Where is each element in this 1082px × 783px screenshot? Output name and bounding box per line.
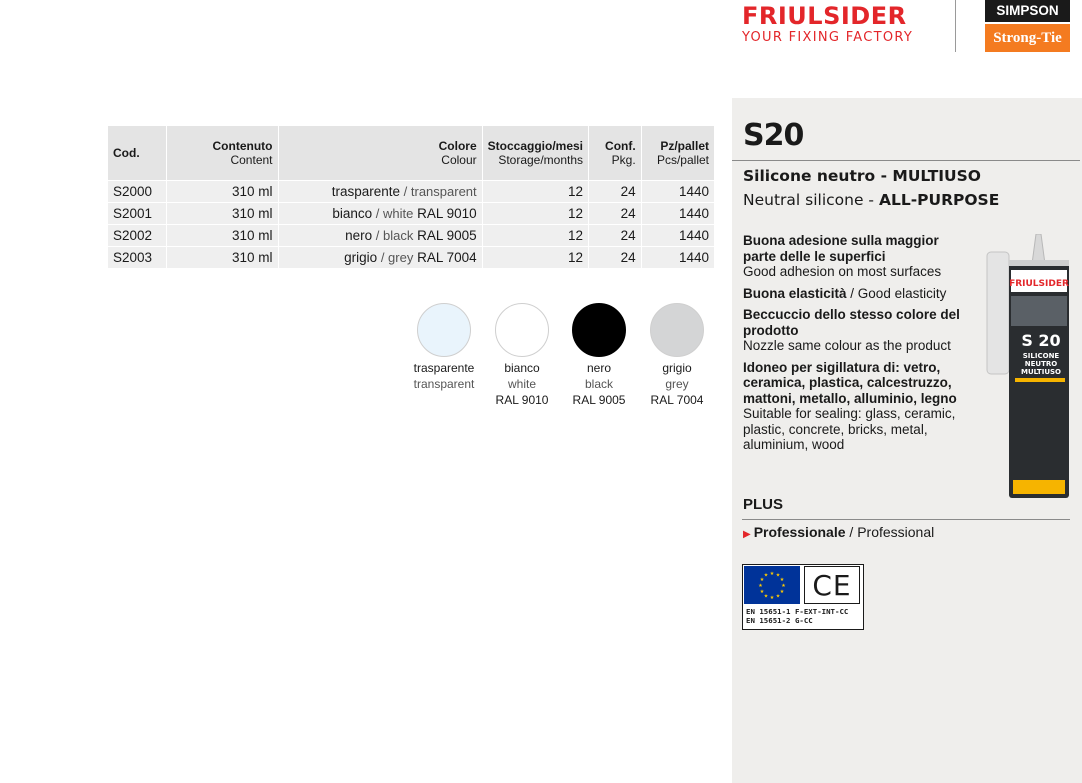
table-row xyxy=(108,225,714,247)
cell-package: 24 xyxy=(589,181,642,203)
swatch-label-it: nero xyxy=(586,361,612,375)
friulsider-logo xyxy=(742,2,932,46)
cartridge-brand: FRIULSIDER xyxy=(1009,279,1069,289)
colour-it: grigio xyxy=(344,250,378,265)
colour-ral: RAL 9005 xyxy=(417,228,477,243)
feature-it: Buona adesione sulla maggior parte delle le superfici xyxy=(743,233,939,264)
table-row xyxy=(108,181,714,203)
feature-it: Buona elasticità xyxy=(743,285,847,301)
header-en: Storage/months xyxy=(498,153,584,167)
cell-pallet: 1440 xyxy=(641,225,714,247)
feature-en: Good elasticity xyxy=(857,285,947,301)
feature-item xyxy=(743,286,973,302)
colour-en: grey xyxy=(388,250,414,265)
header-it: Colore xyxy=(438,139,477,153)
header-en: Pcs/pallet xyxy=(656,153,709,167)
colour-it: trasparente xyxy=(331,184,401,199)
swatch-label-en: transparent xyxy=(413,377,475,391)
swatch-label-ral: RAL 7004 xyxy=(650,393,704,407)
swatch-label xyxy=(554,360,644,408)
product-title-en-part2: ALL-PURPOSE xyxy=(878,191,1000,209)
brand-name: FRIULSIDER xyxy=(742,2,907,30)
svg-text:★: ★ xyxy=(758,583,763,589)
col-header-pallet xyxy=(641,126,714,181)
feature-en: Good adhesion on most surfaces xyxy=(743,264,942,279)
title-divider xyxy=(732,160,1080,161)
header-it: Stoccaggio/mesi xyxy=(487,139,584,153)
swatch-label-ral: RAL 9010 xyxy=(495,393,549,407)
svg-text:★: ★ xyxy=(775,572,781,579)
swatch-black xyxy=(572,303,626,357)
feature-item xyxy=(743,307,973,354)
svg-text:★: ★ xyxy=(779,577,785,583)
cell-content: 310 ml xyxy=(167,181,278,203)
col-header-package xyxy=(589,126,642,181)
cell-content: 310 ml xyxy=(167,203,278,225)
colour-en: transparent xyxy=(410,184,477,199)
feature-item xyxy=(743,360,973,453)
product-cartridge-image xyxy=(985,234,1071,500)
cell-storage: 12 xyxy=(482,247,588,269)
swatch-label-en: white xyxy=(507,377,536,391)
cell-package: 24 xyxy=(589,203,642,225)
partner-logo-top: SIMPSON xyxy=(985,0,1070,22)
cell-content: 310 ml xyxy=(167,225,278,247)
header-it: Contenuto xyxy=(212,139,273,153)
cell-code: S2001 xyxy=(108,203,167,225)
svg-text:★: ★ xyxy=(775,593,781,600)
svg-text:★: ★ xyxy=(763,593,769,600)
product-title-en xyxy=(743,191,999,209)
cell-code: S2002 xyxy=(108,225,167,247)
svg-text:★: ★ xyxy=(759,589,765,595)
svg-text:★: ★ xyxy=(781,583,786,589)
feature-list xyxy=(743,233,973,459)
cartridge-code: S 20 xyxy=(1021,331,1061,350)
col-header-colour xyxy=(278,126,482,181)
svg-text:★: ★ xyxy=(769,571,775,577)
cell-storage: 12 xyxy=(482,181,588,203)
cell-colour xyxy=(278,181,482,203)
swatch-label-it: bianco xyxy=(504,361,540,375)
product-code: S20 xyxy=(743,118,804,153)
table-row xyxy=(108,203,714,225)
svg-text:★: ★ xyxy=(779,589,785,595)
brand-tagline: YOUR FIXING FACTORY xyxy=(742,30,914,45)
cell-storage: 12 xyxy=(482,203,588,225)
header-en: Colour xyxy=(441,153,477,167)
swatch-label-it: grigio xyxy=(662,361,692,375)
swatch-grey xyxy=(650,303,704,357)
swatch-label xyxy=(632,360,722,408)
table-header-row xyxy=(108,126,714,181)
cell-code: S2003 xyxy=(108,247,167,269)
colour-sep: / xyxy=(377,250,389,265)
cell-pallet: 1440 xyxy=(641,181,714,203)
header-it: Cod. xyxy=(113,146,140,160)
ce-mark-text: CE xyxy=(812,568,852,602)
col-header-content xyxy=(167,126,278,181)
colour-en: black xyxy=(382,228,414,243)
plus-item-en: Professional xyxy=(857,524,935,540)
cell-package: 24 xyxy=(589,247,642,269)
specifications-table xyxy=(108,126,714,268)
swatch-label-en: black xyxy=(584,377,613,391)
feature-en: Suitable for sealing: glass, ceramic, plastic, concrete, bricks, metal, aluminium, wood xyxy=(743,406,956,452)
eu-flag-icon xyxy=(744,566,800,604)
plus-item-sep: / xyxy=(845,524,858,540)
ce-standard-1: EN 15651-1 F-EXT-INT-CC xyxy=(746,607,849,616)
feature-sep: / xyxy=(846,285,858,301)
swatch-label-it: trasparente xyxy=(413,361,475,375)
swatch-white xyxy=(495,303,549,357)
table-row xyxy=(108,247,714,269)
swatch-label-ral: RAL 9005 xyxy=(572,393,626,407)
cell-pallet: 1440 xyxy=(641,203,714,225)
ce-mark-icon xyxy=(804,566,860,604)
cell-pallet: 1440 xyxy=(641,247,714,269)
svg-text:★: ★ xyxy=(759,577,765,583)
cartridge-line3: MULTIUSO xyxy=(1020,368,1062,376)
ce-certification-box xyxy=(742,564,864,630)
plus-item-it: Professionale xyxy=(753,524,846,540)
header-en: Pkg. xyxy=(611,153,636,167)
colour-sep: / xyxy=(372,206,383,221)
product-title-en-part1: Neutral silicone - xyxy=(743,191,879,209)
colour-en: white xyxy=(382,206,414,221)
logo-divider xyxy=(955,0,956,52)
colour-ral: RAL 9010 xyxy=(417,206,477,221)
plus-divider xyxy=(742,519,1070,520)
colour-sep: / xyxy=(372,228,383,243)
cell-code: S2000 xyxy=(108,181,167,203)
plus-heading: PLUS xyxy=(743,496,784,513)
swatch-label-en: grey xyxy=(665,377,689,391)
cartridge-line2: NEUTRO xyxy=(1024,360,1058,368)
feature-en: Nozzle same colour as the product xyxy=(743,338,951,353)
simpson-strongtie-logo xyxy=(985,0,1070,52)
cell-content: 310 ml xyxy=(167,247,278,269)
cell-colour xyxy=(278,203,482,225)
cell-colour xyxy=(278,225,482,247)
header-en: Content xyxy=(230,153,273,167)
header-it: Pz/pallet xyxy=(660,139,709,153)
colour-it: nero xyxy=(345,228,373,243)
swatch-transparent xyxy=(417,303,471,357)
feature-it: Beccuccio dello stesso colore del prodotto xyxy=(743,307,960,338)
colour-it: bianco xyxy=(332,206,373,221)
col-header-storage xyxy=(482,126,588,181)
colour-sep: / xyxy=(400,184,411,199)
cell-package: 24 xyxy=(589,225,642,247)
arrow-right-icon: ▶ xyxy=(743,529,751,540)
cell-colour xyxy=(278,247,482,269)
plus-item xyxy=(743,524,934,540)
ce-standard-2: EN 15651-2 G-CC xyxy=(746,616,813,625)
cell-storage: 12 xyxy=(482,225,588,247)
swatch-label xyxy=(399,360,489,392)
col-header-code xyxy=(108,126,167,181)
feature-item xyxy=(743,233,973,280)
svg-text:★: ★ xyxy=(763,572,769,579)
colour-ral: RAL 7004 xyxy=(417,250,477,265)
svg-text:★: ★ xyxy=(769,595,775,601)
product-title-it: Silicone neutro - MULTIUSO xyxy=(743,167,981,185)
feature-it: Idoneo per sigillatura di: vetro, ceramica, plastica, calcestruzzo, mattoni, metallo, alluminio, legno xyxy=(743,359,957,406)
header-it: Conf. xyxy=(605,139,636,153)
partner-logo-bottom: Strong-Tie xyxy=(985,24,1070,52)
cartridge-line1: SILICONE xyxy=(1022,352,1060,360)
